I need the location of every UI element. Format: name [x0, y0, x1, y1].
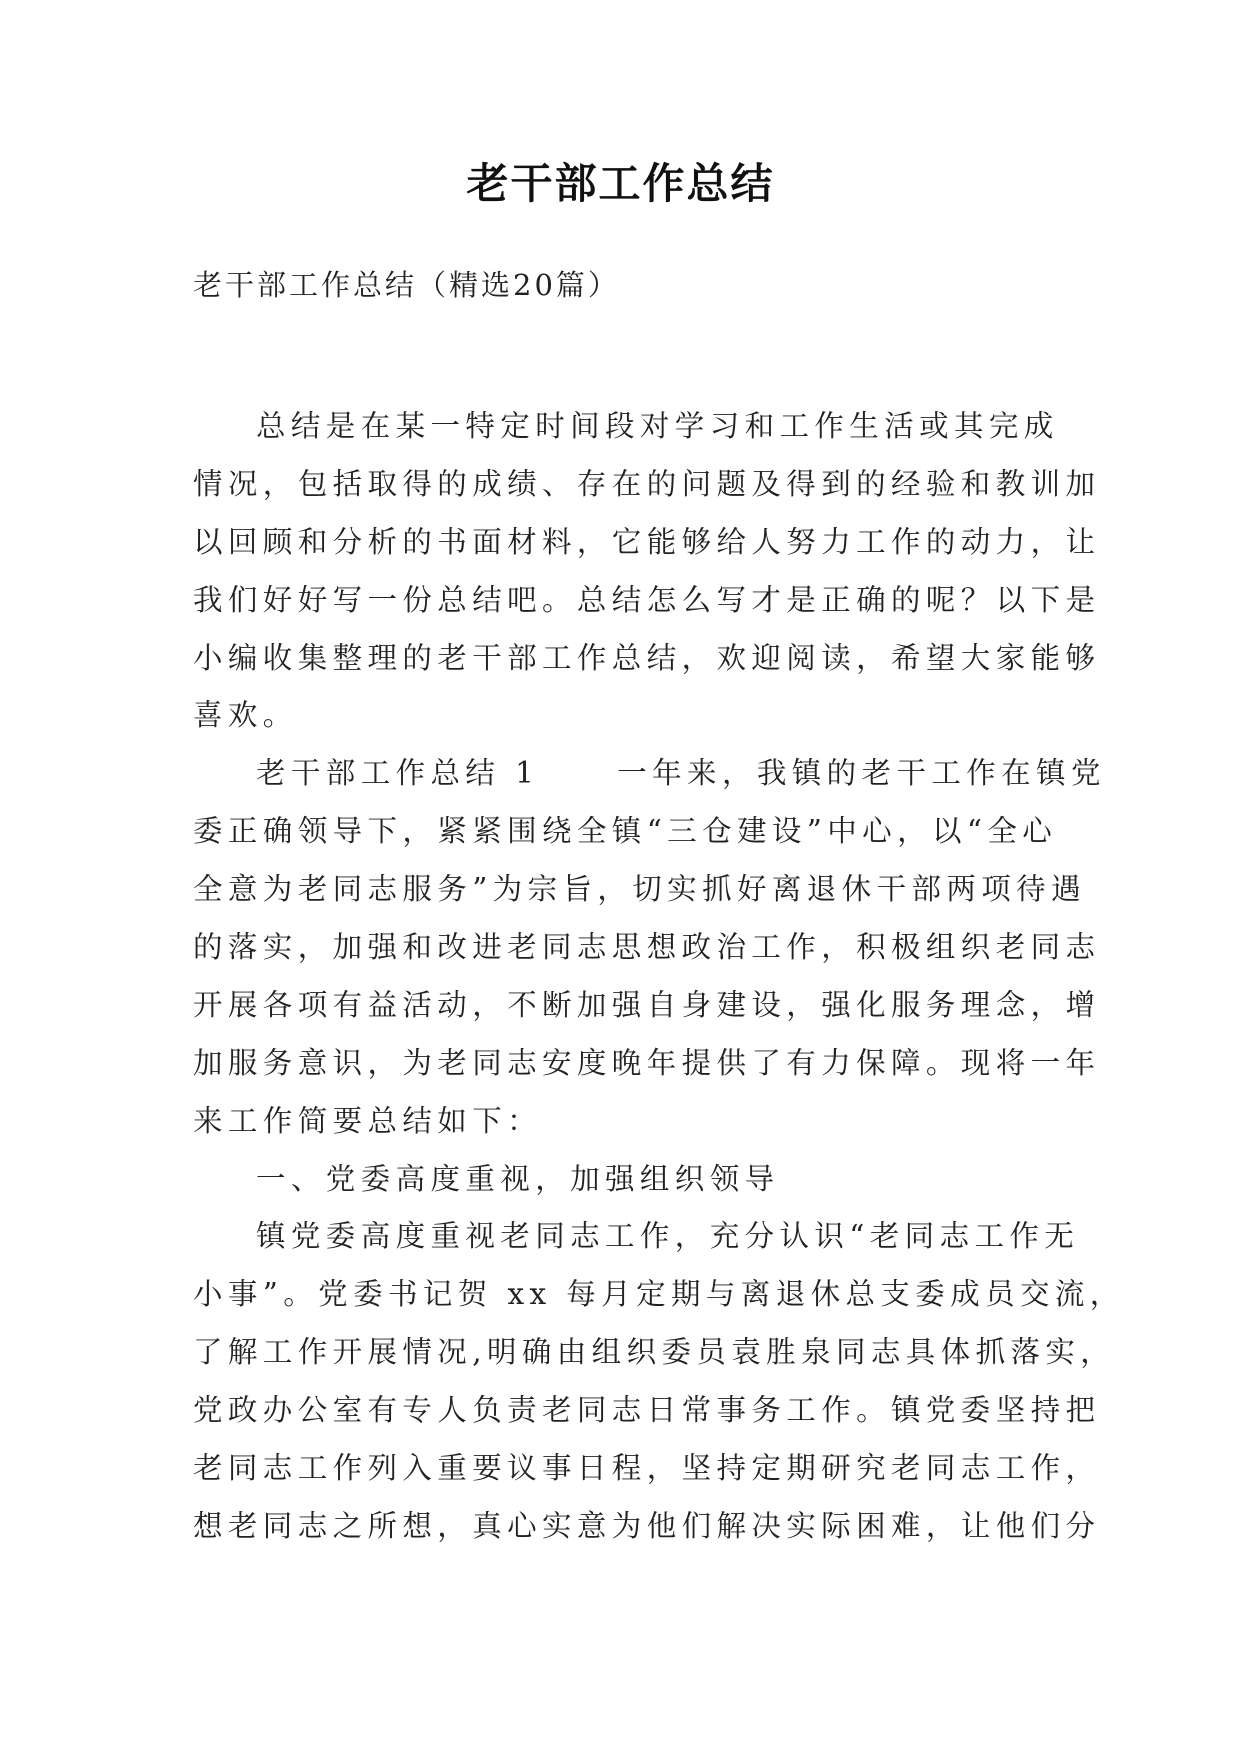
paragraph-line: 镇党委高度重视老同志工作，充分认识“老同志工作无: [256, 1219, 1080, 1254]
paragraph-text: 一年来，我镇的老干工作在镇党: [617, 756, 1106, 791]
paragraph-line: 总结是在某一特定时间段对学习和工作生活或其完成: [256, 409, 1059, 443]
paragraph-line: 我们好好写一份总结吧。总结怎么写才是正确的呢？以下是: [193, 582, 1101, 617]
paragraph-line: 喜欢。: [193, 698, 298, 733]
paragraph-line: 小编收集整理的老干部工作总结，欢迎阅读，希望大家能够: [193, 640, 1101, 675]
paragraph-line: 小事”。党委书记贺 xx 每月定期与离退休总支委成员交流，: [193, 1277, 1125, 1312]
paragraph-line: 的落实，加强和改进老同志思想政治工作，积极组织老同志: [193, 930, 1101, 965]
paragraph-line: 委正确领导下，紧紧围绕全镇“三仓建设”中心，以“全心: [193, 814, 1058, 849]
paragraph-line: 加服务意识，为老同志安度晚年提供了有力保障。现将一年: [193, 1045, 1101, 1080]
section-heading: 一、党委高度重视，加强组织领导: [256, 1161, 780, 1196]
paragraph-line: 了解工作开展情况,明确由组织委员袁胜泉同志具体抓落实，: [193, 1335, 1116, 1370]
paragraph-line: 来工作简要总结如下：: [193, 1103, 543, 1138]
document-title: 老干部工作总结: [466, 159, 775, 208]
paragraph-line: [193, 751, 1106, 809]
paragraph-line: 全意为老同志服务”为宗旨，切实抓好离退休干部两项待遇: [193, 872, 1086, 907]
paragraph-line: 党政办公室有专人负责老同志日常事务工作。镇党委坚持把: [193, 1393, 1101, 1428]
document-body: [193, 404, 1125, 1562]
document-subtitle: 老干部工作总结（精选20篇）: [193, 268, 620, 302]
paragraph-line: 想老同志之所想，真心实意为他们解决实际困难，让他们分: [193, 1508, 1101, 1543]
paragraph-line: 开展各项有益活动，不断加强自身建设，强化服务理念，增: [193, 987, 1101, 1022]
paragraph-line: 以回顾和分析的书面材料，它能够给人努力工作的动力，让: [193, 524, 1101, 559]
paragraph-line: 老同志工作列入重要议事日程，坚持定期研究老同志工作，: [193, 1451, 1101, 1486]
paragraph-line: 情况，包括取得的成绩、存在的问题及得到的经验和教训加: [193, 466, 1101, 501]
section-heading-label: 老干部工作总结 1: [256, 756, 540, 791]
